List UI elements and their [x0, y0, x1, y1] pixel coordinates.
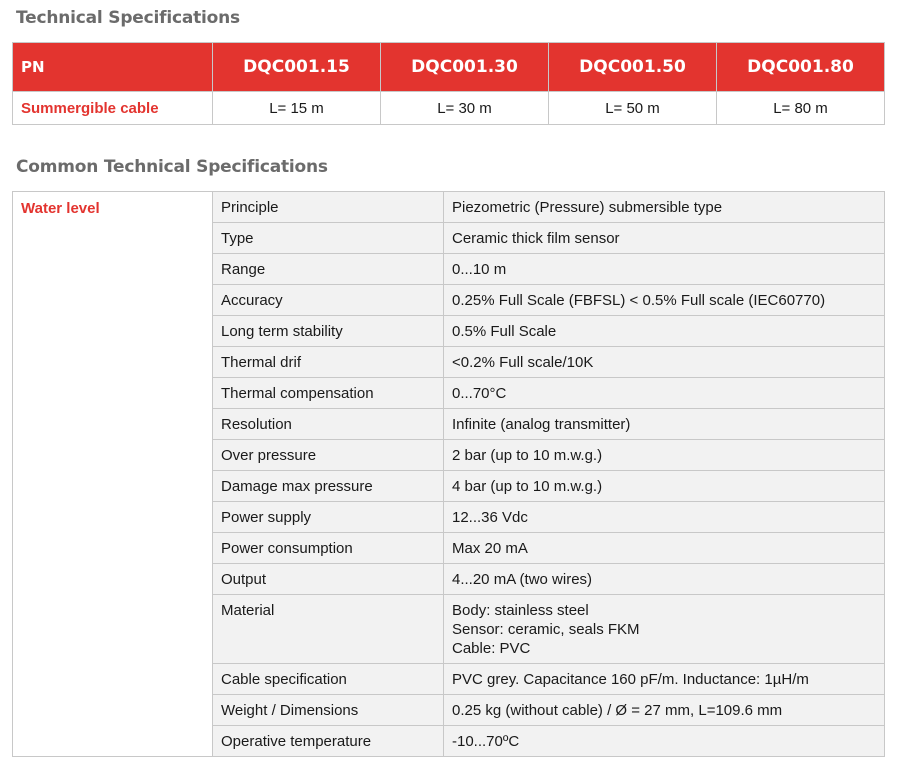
model-header: DQC001.15 — [213, 43, 381, 92]
spec-value — [444, 564, 885, 595]
spec-name: Principle — [213, 192, 444, 223]
table-header-row — [13, 43, 885, 92]
technical-specifications-table — [12, 42, 885, 125]
spec-value — [444, 664, 885, 695]
spec-value-line: 0...70°C — [452, 385, 507, 402]
spec-value-line: 4 bar (up to 10 m.w.g.) — [452, 478, 603, 495]
model-header: DQC001.30 — [381, 43, 549, 92]
spec-value — [444, 409, 885, 440]
technical-specifications-title: Technical Specifications — [16, 8, 240, 28]
spec-value — [444, 695, 885, 726]
spec-value-line: 0...10 m — [452, 261, 507, 278]
spec-value — [444, 347, 885, 378]
spec-name: Resolution — [213, 409, 444, 440]
cable-length-value: L= 50 m — [549, 92, 717, 125]
spec-value-line: Max 20 mA — [452, 540, 528, 557]
pn-header: PN — [13, 43, 213, 92]
spec-name: Range — [213, 254, 444, 285]
spec-value-line: 0.5% Full Scale — [452, 323, 557, 340]
common-specifications-table — [12, 191, 885, 757]
spec-value-line: 2 bar (up to 10 m.w.g.) — [452, 447, 603, 464]
cable-length-value: L= 30 m — [381, 92, 549, 125]
spec-name: Weight / Dimensions — [213, 695, 444, 726]
spec-value-line: 12...36 Vdc — [452, 509, 528, 526]
cable-row-label: Summergible cable — [13, 92, 213, 125]
model-header: DQC001.50 — [549, 43, 717, 92]
spec-value — [444, 316, 885, 347]
spec-value-line: Infinite (analog transmitter) — [452, 416, 631, 433]
spec-value — [444, 378, 885, 409]
cable-length-value: L= 80 m — [717, 92, 885, 125]
spec-value — [444, 440, 885, 471]
spec-value — [444, 254, 885, 285]
spec-value — [444, 192, 885, 223]
spec-value-line: PVC grey. Capacitance 160 pF/m. Inductance: 1µH/m — [452, 671, 809, 688]
spec-name: Output — [213, 564, 444, 595]
category-label: Water level — [13, 192, 213, 757]
spec-value-line: 0.25 kg (without cable) / Ø = 27 mm, L=109.6 mm — [452, 702, 783, 719]
spec-value — [444, 533, 885, 564]
spec-value — [444, 471, 885, 502]
spec-name: Over pressure — [213, 440, 444, 471]
spec-value — [444, 223, 885, 254]
model-header: DQC001.80 — [717, 43, 885, 92]
spec-value-line: <0.2% Full scale/10K — [452, 354, 594, 371]
spec-value-line: Sensor: ceramic, seals FKM — [452, 621, 640, 638]
spec-name: Operative temperature — [213, 726, 444, 757]
cable-length-row — [13, 92, 885, 125]
spec-value-line: Cable: PVC — [452, 640, 531, 657]
spec-value — [444, 726, 885, 757]
spec-name: Power consumption — [213, 533, 444, 564]
cable-length-value: L= 15 m — [213, 92, 381, 125]
spec-name: Long term stability — [213, 316, 444, 347]
spec-name: Material — [213, 595, 444, 664]
table-row — [13, 192, 885, 223]
spec-value — [444, 285, 885, 316]
spec-value — [444, 595, 885, 664]
spec-value — [444, 502, 885, 533]
spec-name: Thermal drif — [213, 347, 444, 378]
spec-name: Damage max pressure — [213, 471, 444, 502]
common-specifications-title: Common Technical Specifications — [16, 157, 328, 177]
spec-value-line: Body: stainless steel — [452, 602, 589, 619]
spec-name: Accuracy — [213, 285, 444, 316]
spec-name: Power supply — [213, 502, 444, 533]
spec-value-line: 0.25% Full Scale (FBFSL) < 0.5% Full scale (IEC60770) — [452, 292, 826, 309]
spec-value-line: 4...20 mA (two wires) — [452, 571, 593, 588]
spec-name: Thermal compensation — [213, 378, 444, 409]
spec-value-line: -10...70ºC — [452, 733, 520, 750]
spec-value-line: Ceramic thick film sensor — [452, 230, 620, 247]
spec-name: Type — [213, 223, 444, 254]
spec-name: Cable specification — [213, 664, 444, 695]
spec-value-line: Piezometric (Pressure) submersible type — [452, 199, 723, 216]
